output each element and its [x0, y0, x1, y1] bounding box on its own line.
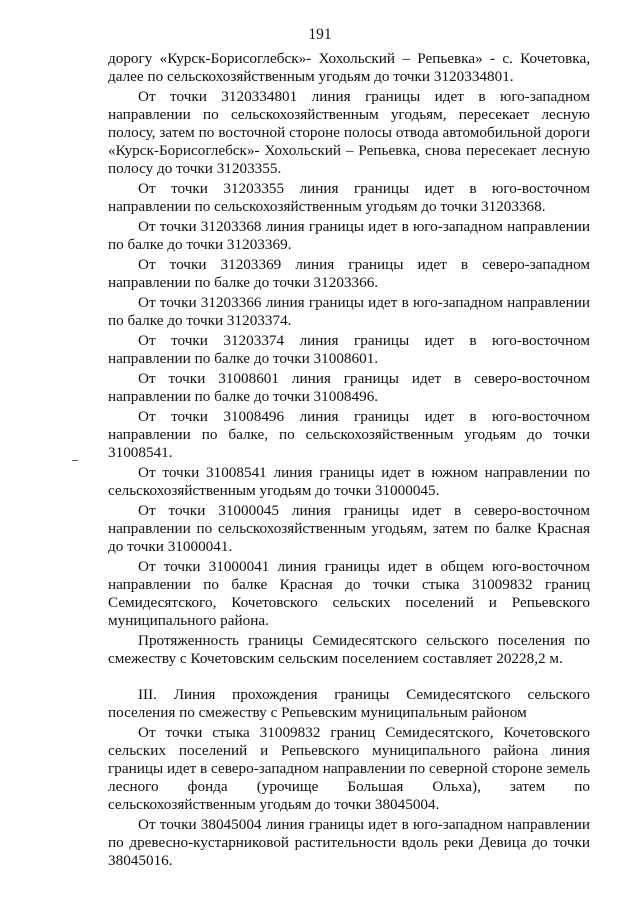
- paragraph: От точки 31203369 линия границы идет в северо-западном направлении по балке до точки 31203366.: [108, 256, 590, 291]
- paragraph: От точки 38045004 линия границы идет в юго-западном направлении по древесно-кустарниковой растительности вдоль реки Девица до точки 38045016.: [108, 816, 590, 869]
- paragraph: От точки 31000041 линия границы идет в общем юго-восточном направлении по балке Красная до точки стыка 31009832 границ Семидесятского, Кочетовского сельских поселений и Репьевского муниципального района.: [108, 558, 590, 629]
- paragraph: От точки 31000045 линия границы идет в северо-восточном направлении по сельскохозяйственным угодьям, затем по балке Красная до точки 31000041.: [108, 502, 590, 555]
- paragraph: От точки 31008541 линия границы идет в южном направлении по сельскохозяйственным угодьям до точки 31000045.: [108, 464, 590, 499]
- paragraph: От точки 31203355 линия границы идет в юго-восточном направлении по сельскохозяйственным угодьям до точки 31203368.: [108, 180, 590, 215]
- section-heading: III. Линия прохождения границы Семидесятского сельского поселения по смежеству с Репьевским муниципальным районом: [108, 686, 590, 721]
- paragraph: От точки 3120334801 линия границы идет в юго-западном направлении по сельскохозяйственным угодьям, пересекает лесную полосу, затем по восточной стороне полосы отвода автомобильной дороги «Курск-Борисоглебск»- Хохольский – Репьевка, снова пересекает лесную полосу до точки 31203355.: [108, 88, 590, 177]
- paragraph: От точки 31203374 линия границы идет в юго-восточном направлении по балке до точки 31008601.: [108, 332, 590, 367]
- paragraph-continuation: дорогу «Курск-Борисоглебск»- Хохольский – Репьевка» - с. Кочетовка, далее по сельскохозяйственным угодьям до точки 3120334801.: [108, 50, 590, 85]
- paragraph: От точки 31008496 линия границы идет в юго-восточном направлении по балке, по сельскохозяйственным угодьям до точки 31008541.: [108, 408, 590, 461]
- margin-mark: [72, 460, 78, 461]
- paragraph: От точки 31203366 линия границы идет в юго-западном направлении по балке до точки 31203374.: [108, 294, 590, 329]
- document-body: [108, 50, 590, 872]
- summary-paragraph: Протяженность границы Семидесятского сельского поселения по смежеству с Кочетовским сельским поселением составляет 20228,2 м.: [108, 632, 590, 667]
- paragraph: От точки 31008601 линия границы идет в северо-восточном направлении по балке до точки 31008496.: [108, 370, 590, 405]
- paragraph: От точки 31203368 линия границы идет в юго-западном направлении по балке до точки 31203369.: [108, 218, 590, 253]
- paragraph: От точки стыка 31009832 границ Семидесятского, Кочетовского сельских поселений и Репьевского муниципального района линия границы идет в северо-западном направлении по северной стороне земель лесного фонда (урочище Большая Ольха), затем по сельскохозяйственным угодьям до точки 38045004.: [108, 724, 590, 813]
- page-number: 191: [308, 26, 332, 43]
